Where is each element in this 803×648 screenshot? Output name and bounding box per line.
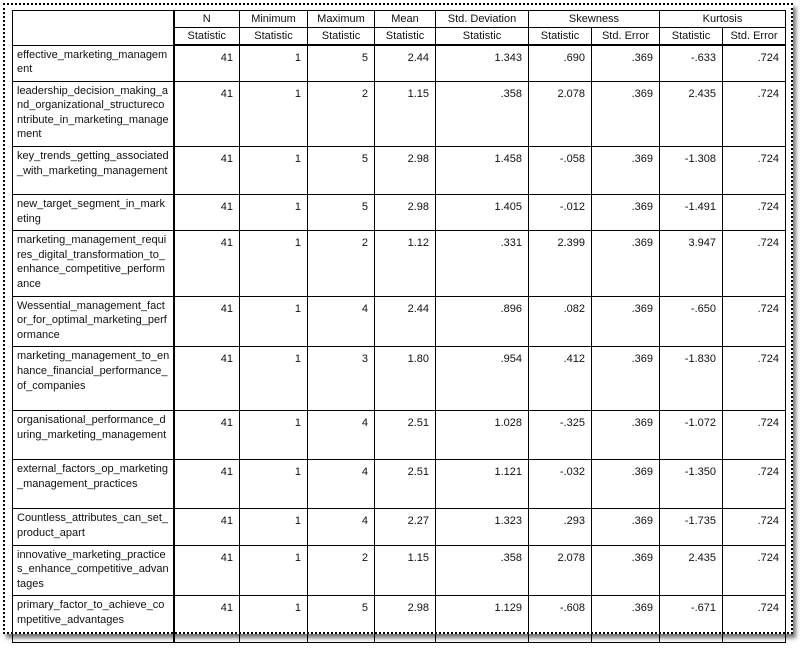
table-cell: .724: [723, 596, 786, 643]
table-cell: 4: [308, 411, 375, 460]
sub-header: Statistic: [240, 28, 308, 46]
sub-header: Std. Error: [723, 28, 786, 46]
table-cell: -1.308: [660, 147, 723, 195]
table-cell: 1.15: [375, 81, 436, 146]
table-row: [13, 296, 786, 347]
row-label: new_target_segment_in_marketing: [13, 195, 174, 231]
table-cell: 2.078: [529, 545, 592, 596]
sub-header: Statistic: [375, 28, 436, 46]
table-cell: 41: [174, 45, 240, 81]
col-header-skewness: Skewness: [529, 11, 660, 28]
col-header-n: N: [174, 11, 240, 28]
table-cell: -.671: [660, 596, 723, 643]
table-cell: .690: [529, 45, 592, 81]
sub-header: Statistic: [660, 28, 723, 46]
table-cell: .369: [592, 596, 660, 643]
row-label: external_factors_op_marketing_management_practices: [13, 460, 174, 509]
table-cell: 1: [240, 545, 308, 596]
sub-header: Std. Error: [592, 28, 660, 46]
table-cell: -1.735: [660, 509, 723, 545]
table-cell: 3: [308, 347, 375, 411]
table-row: [13, 147, 786, 195]
table-cell: -1.830: [660, 347, 723, 411]
table-cell: 1: [240, 231, 308, 296]
descriptive-statistics-table: [12, 10, 786, 643]
corner-cell: [13, 11, 174, 46]
table-cell: 3.947: [660, 231, 723, 296]
table-cell: .724: [723, 147, 786, 195]
col-header-mean: Mean: [375, 11, 436, 28]
table-cell: 4: [308, 509, 375, 545]
table-cell: .369: [592, 81, 660, 146]
sub-header: Statistic: [436, 28, 529, 46]
table-cell: 1: [240, 347, 308, 411]
col-header-maximum: Maximum: [308, 11, 375, 28]
table-cell: .369: [592, 231, 660, 296]
table-cell: .369: [592, 509, 660, 545]
table-cell: 1: [240, 147, 308, 195]
table-cell: -1.491: [660, 195, 723, 231]
table-cell: 41: [174, 460, 240, 509]
table-cell: 4: [308, 460, 375, 509]
table-row: [13, 45, 786, 81]
col-header-kurtosis: Kurtosis: [660, 11, 786, 28]
row-label: marketing_management_requires_digital_transformation_to_enhance_competitive_performance: [13, 231, 174, 296]
table-row: [13, 231, 786, 296]
col-header-std-deviation: Std. Deviation: [436, 11, 529, 28]
table-cell: .369: [592, 460, 660, 509]
table-cell: 2.435: [660, 545, 723, 596]
table-cell: 1: [240, 509, 308, 545]
table-cell: .724: [723, 81, 786, 146]
table-cell: 5: [308, 596, 375, 643]
table-cell: 41: [174, 81, 240, 146]
table-cell: .082: [529, 296, 592, 347]
table-cell: 1: [240, 195, 308, 231]
table-cell: -.650: [660, 296, 723, 347]
table-cell: 1.405: [436, 195, 529, 231]
table-cell: 1.129: [436, 596, 529, 643]
table-cell: 41: [174, 347, 240, 411]
table-cell: .369: [592, 195, 660, 231]
table-cell: 41: [174, 596, 240, 643]
table-cell: .724: [723, 195, 786, 231]
row-label: innovative_marketing_practices_enhance_competitive_advantages: [13, 545, 174, 596]
table-cell: .293: [529, 509, 592, 545]
table-cell: 1.343: [436, 45, 529, 81]
table-cell: -.608: [529, 596, 592, 643]
table-cell: .358: [436, 81, 529, 146]
table-cell: .412: [529, 347, 592, 411]
row-label: organisational_performance_during_marketing_management: [13, 411, 174, 460]
table-row: [13, 509, 786, 545]
table-cell: 2.98: [375, 147, 436, 195]
table-cell: .331: [436, 231, 529, 296]
header-row-top: [13, 11, 786, 28]
table-row: [13, 347, 786, 411]
table-cell: 2.078: [529, 81, 592, 146]
table-cell: .954: [436, 347, 529, 411]
table-cell: .369: [592, 45, 660, 81]
table-row: [13, 545, 786, 596]
table-row: [13, 411, 786, 460]
table-cell: .724: [723, 296, 786, 347]
table-cell: .724: [723, 411, 786, 460]
table-cell: 2.51: [375, 460, 436, 509]
table-cell: 5: [308, 147, 375, 195]
row-label: effective_marketing_management: [13, 45, 174, 81]
table-cell: 41: [174, 296, 240, 347]
table-row: [13, 81, 786, 146]
table-cell: .369: [592, 411, 660, 460]
table-cell: .369: [592, 296, 660, 347]
table-cell: 2.435: [660, 81, 723, 146]
table-cell: -.058: [529, 147, 592, 195]
table-cell: 2.399: [529, 231, 592, 296]
table-cell: .369: [592, 545, 660, 596]
sub-header: Statistic: [174, 28, 240, 46]
table-cell: 5: [308, 195, 375, 231]
table-cell: 1: [240, 296, 308, 347]
table-cell: 1: [240, 45, 308, 81]
table-cell: 1.028: [436, 411, 529, 460]
table-cell: 2.51: [375, 411, 436, 460]
row-label: leadership_decision_making_and_organizational_structurecontribute_in_marketing_management: [13, 81, 174, 146]
table-cell: -.633: [660, 45, 723, 81]
table-body: [13, 45, 786, 643]
table-cell: -1.072: [660, 411, 723, 460]
table-cell: 1.12: [375, 231, 436, 296]
table-row: [13, 460, 786, 509]
row-label: key_trends_getting_associated_with_marketing_management: [13, 147, 174, 195]
table-cell: 1: [240, 411, 308, 460]
row-label: primary_factor_to_achieve_competitive_advantages: [13, 596, 174, 643]
table-cell: 5: [308, 45, 375, 81]
table-cell: 2: [308, 81, 375, 146]
table-cell: -.032: [529, 460, 592, 509]
table-cell: -.325: [529, 411, 592, 460]
table-cell: 2: [308, 231, 375, 296]
table-cell: 4: [308, 296, 375, 347]
table-cell: 2: [308, 545, 375, 596]
table-cell: 1.15: [375, 545, 436, 596]
table-frame: [3, 3, 793, 634]
table-cell: 1.323: [436, 509, 529, 545]
table-cell: .724: [723, 509, 786, 545]
table-cell: .724: [723, 231, 786, 296]
table-cell: 41: [174, 545, 240, 596]
table-cell: .358: [436, 545, 529, 596]
col-header-minimum: Minimum: [240, 11, 308, 28]
table-cell: .896: [436, 296, 529, 347]
sub-header: Statistic: [529, 28, 592, 46]
table-cell: 41: [174, 231, 240, 296]
table-cell: 2.44: [375, 296, 436, 347]
table-cell: 1.80: [375, 347, 436, 411]
table-cell: 41: [174, 509, 240, 545]
table-cell: 41: [174, 147, 240, 195]
table-cell: .724: [723, 460, 786, 509]
table-cell: .369: [592, 147, 660, 195]
row-label: Countless_attributes_can_set_product_apart: [13, 509, 174, 545]
table-cell: -1.350: [660, 460, 723, 509]
table-cell: .724: [723, 347, 786, 411]
table-cell: 1.458: [436, 147, 529, 195]
table-cell: 2.98: [375, 596, 436, 643]
table-row: [13, 195, 786, 231]
table-cell: -.012: [529, 195, 592, 231]
table-cell: 1: [240, 81, 308, 146]
row-label: marketing_management_to_enhance_financial_performance_of_companies: [13, 347, 174, 411]
table-cell: 1: [240, 460, 308, 509]
table-cell: .724: [723, 545, 786, 596]
table-cell: 2.27: [375, 509, 436, 545]
table-cell: .724: [723, 45, 786, 81]
table-row: [13, 596, 786, 643]
table-cell: 1.121: [436, 460, 529, 509]
row-label: Wessential_management_factor_for_optimal_marketing_performance: [13, 296, 174, 347]
table-cell: 1: [240, 596, 308, 643]
table-cell: 41: [174, 411, 240, 460]
table-cell: 2.44: [375, 45, 436, 81]
table-cell: 41: [174, 195, 240, 231]
sub-header: Statistic: [308, 28, 375, 46]
table-cell: .369: [592, 347, 660, 411]
table-cell: 2.98: [375, 195, 436, 231]
